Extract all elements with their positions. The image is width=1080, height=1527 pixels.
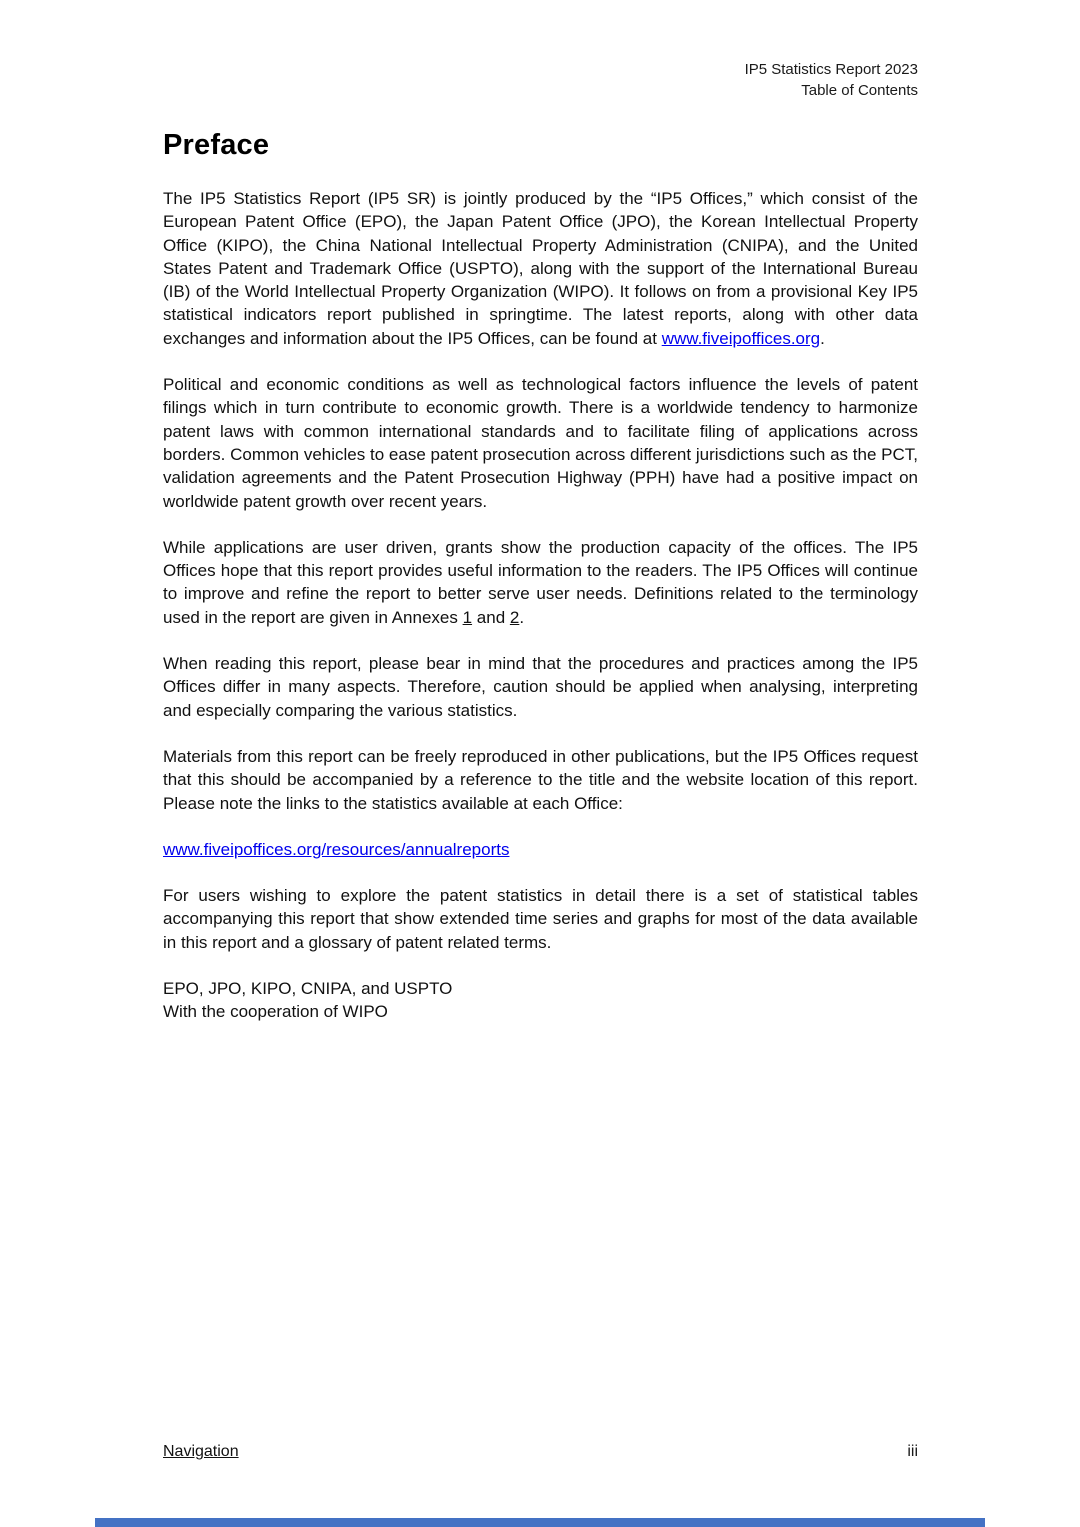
header-report-title: IP5 Statistics Report 2023 [744,61,918,78]
navigation-link[interactable]: Navigation [163,1443,239,1460]
page-footer [163,1441,918,1462]
signoff-block [163,977,918,1024]
page-header [163,0,918,101]
paragraph-applications [163,536,918,629]
page-number: iii [907,1443,918,1460]
paragraph-intro-after: . [820,328,825,348]
paragraph-political: Political and economic conditions as well as technological factors influence the levels of patent filings which in turn contribute to economic growth. There is a worldwide tendency to harmonize patent laws with common international standards and to facilitate filing of applications across borders. Common vehicles to ease patent prosecution across different jurisdictions such as the PCT, validation agreements and the Patent Prosecution Highway (PPH) have had a positive impact on worldwide patent growth over recent years. [163,375,918,511]
fiveipoffices-link[interactable]: www.fiveipoffices.org [661,328,821,348]
paragraph-annualreports [163,838,918,861]
paragraph-materials: Materials from this report can be freely reproduced in other publications, but the IP5 Offices request that this should be accompanied by a reference to the title and the website location of this report. Please note the links to the statistics available at each Office: [163,746,918,813]
header-section-title: Table of Contents [801,82,918,99]
annex-1-link[interactable]: 1 [462,607,473,627]
paragraph-applications-between: and [472,607,510,627]
page-title: Preface [163,129,270,161]
paragraph-reading: When reading this report, please bear in mind that the procedures and practices among the IP5 Offices differ in many aspects. Therefore, caution should be applied when analysing, interpreting and especially comparing the various statistics. [163,654,918,720]
annex-2-link[interactable]: 2 [509,607,520,627]
paragraph-intro [163,187,918,350]
signoff-wipo: With the cooperation of WIPO [163,1002,388,1022]
bottom-bar [95,1518,985,1527]
paragraph-applications-after: . [519,607,525,627]
paragraph-for-users: For users wishing to explore the patent statistics in detail there is a set of statistical tables accompanying this report that show extended time series and graphs for most of the data available in this report and a glossary of patent related terms. [163,886,918,952]
paragraph-applications-text: While applications are user driven, grants show the production capacity of the offices. The IP5 Offices hope that this report provides useful information to the readers. The IP5 Offices will continue to improve and refine the report to better serve user needs. Definitions related to the terminology used in the report are given in Annexes [163,537,918,627]
signoff-offices: EPO, JPO, KIPO, CNIPA, and USPTO [163,979,453,999]
paragraph-intro-text: The IP5 Statistics Report (IP5 SR) is jointly produced by the “IP5 Offices,” which consist of the European Patent Office (EPO), the Japan Patent Office (JPO), the Korean Intellectual Property Office (KIPO), the China National Intellectual Property Administration (CNIPA), and the United States Patent and Trademark Office (USPTO), along with the support of the International Bureau (IB) of the World Intellectual Property Organization (WIPO). It follows on from a provisional Key IP5 statistical indicators report published in springtime. The latest reports, along with other data exchanges and information about the IP5 Offices, can be found at [163,189,918,348]
annualreports-link[interactable]: www.fiveipoffices.org/resources/annualreports [163,839,510,859]
